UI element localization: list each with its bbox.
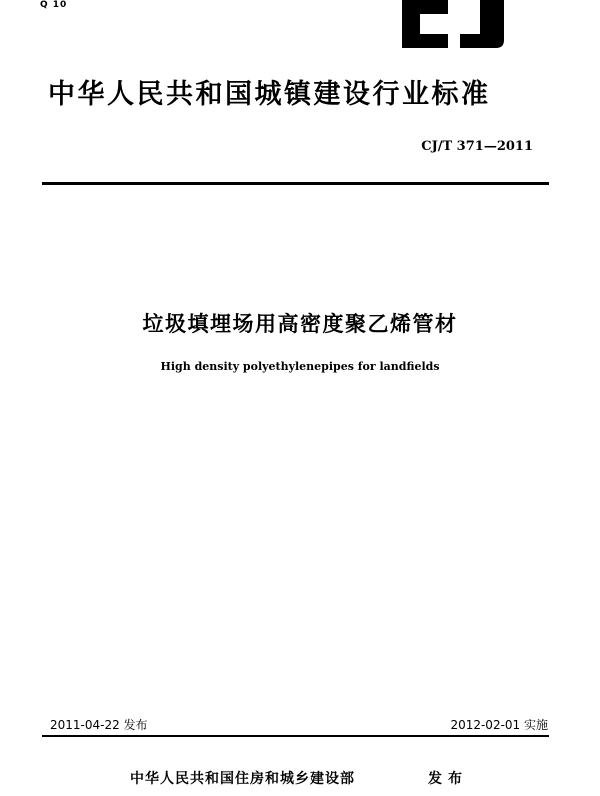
document-title: 垃圾填埋场用高密度聚乙烯管材 bbox=[142, 312, 458, 336]
standard-code: CJ/T 371—2011 bbox=[421, 139, 533, 154]
cj-logo bbox=[396, 0, 516, 48]
document-subtitle: High density polyethylenepipes for landfields bbox=[160, 360, 440, 373]
issue-date: 2011-04-22 发布 bbox=[50, 718, 148, 732]
implementation-date: 2012-02-01 实施 bbox=[450, 718, 548, 732]
publish-verb: 发布 bbox=[428, 771, 468, 787]
ics-code: Q 10 bbox=[40, 0, 68, 10]
header-divider bbox=[42, 182, 549, 185]
cj-logo-mark bbox=[396, 0, 516, 48]
issuing-category: 中华人民共和国城镇建设行业标准 bbox=[48, 79, 491, 110]
publisher: 中华人民共和国住房和城乡建设部 bbox=[130, 771, 355, 787]
footer-divider bbox=[42, 735, 549, 737]
